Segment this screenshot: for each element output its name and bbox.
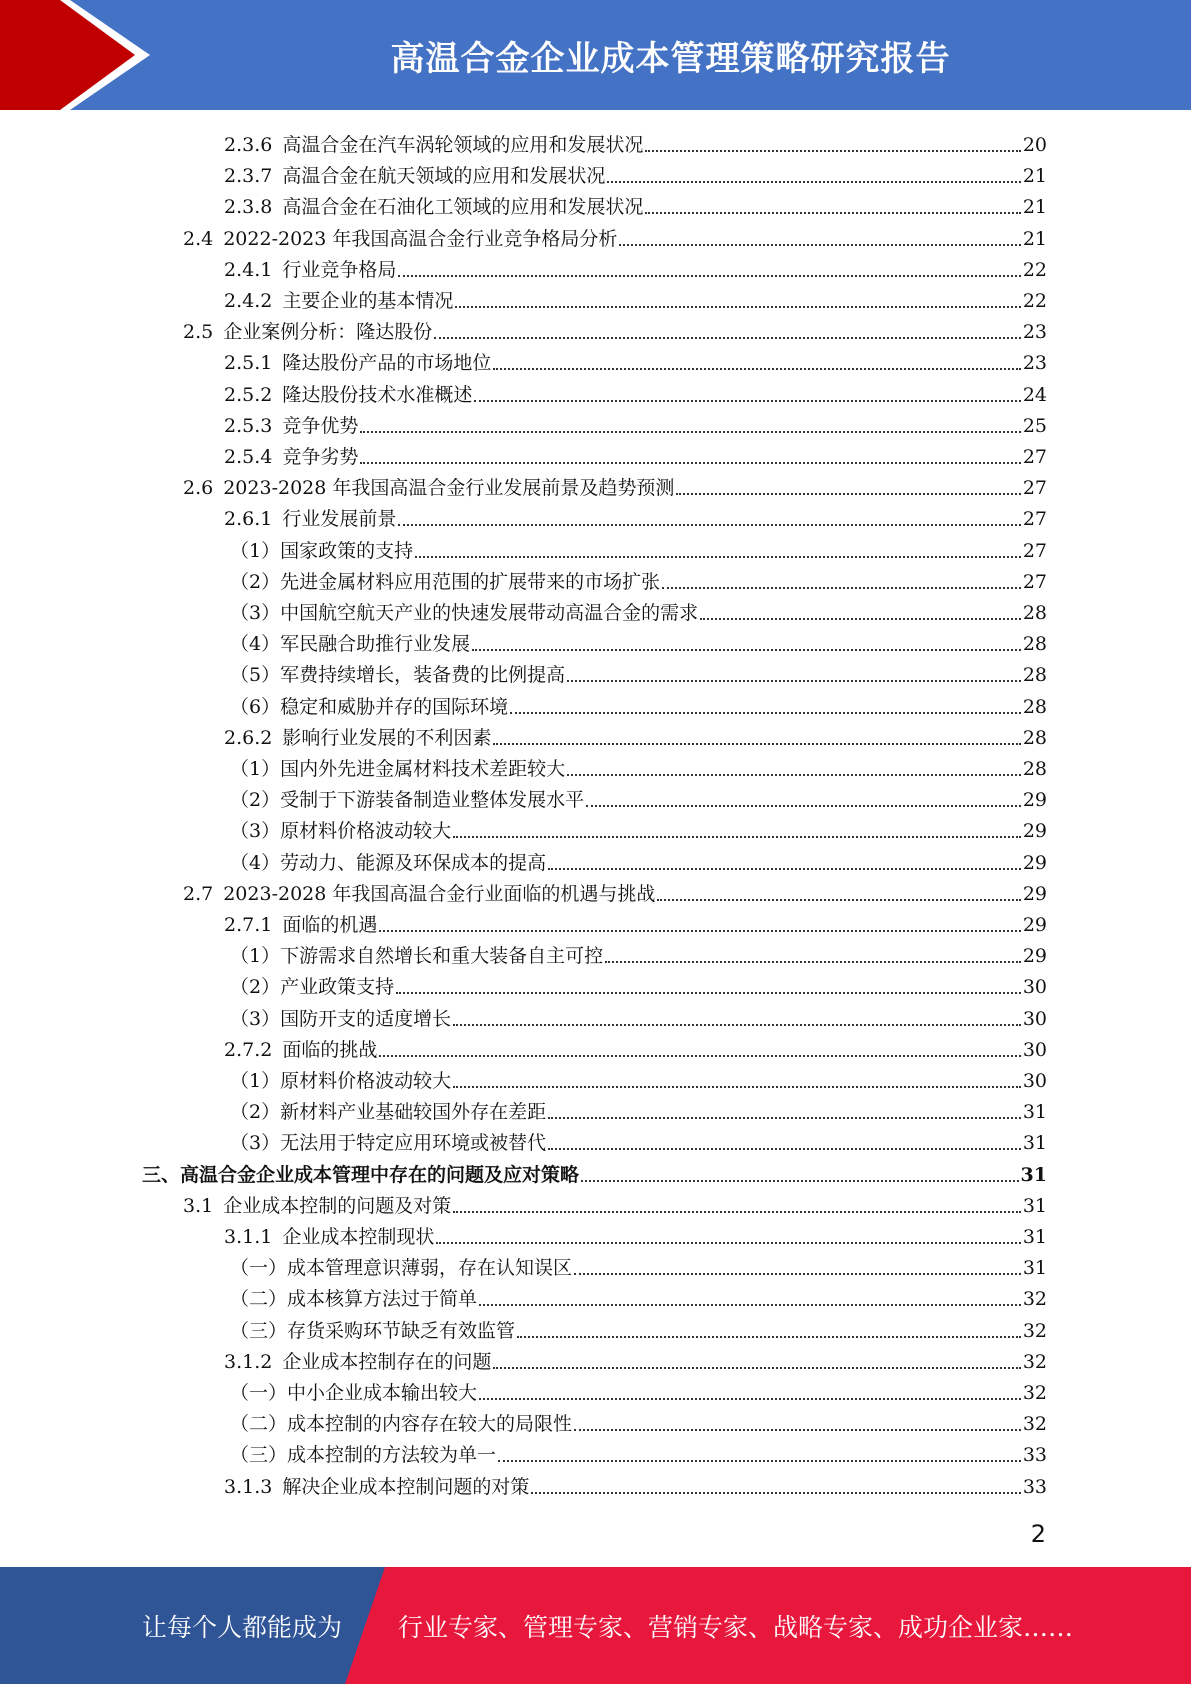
toc-entry-page: 28 [1022,633,1047,656]
toc-entry-page: 31 [1022,1257,1047,1280]
toc-entry[interactable] [224,408,1047,439]
toc-entry-number: 3.1 [183,1194,214,1217]
toc-entry[interactable] [224,345,1047,376]
toc-entry-page: 33 [1022,1475,1047,1498]
header-arrow-icon [0,0,160,110]
toc-entry-number: 2.5 [183,321,214,344]
toc-entry-title: 高温合金在航天领域的应用和发展状况 [282,165,606,188]
toc-leader-dots [657,899,1020,901]
toc-entry-title: 中国航空航天产业的快速发展带动高温合金的需求 [280,602,699,624]
toc-entry[interactable] [230,751,1047,782]
toc-entry-title: 军费持续增长，装备费的比例提高 [280,664,566,687]
toc-entry[interactable] [230,1437,1047,1468]
toc-entry-page: 29 [1022,945,1047,968]
toc-entry-page: 23 [1022,321,1047,344]
toc-entry[interactable] [224,439,1047,470]
toc-entry-title: 先进金属材料应用范围的扩展带来的市场扩张 [280,570,661,593]
toc-entry-number: 2.5.4 [224,446,273,468]
toc-leader-dots [662,587,1021,589]
toc-entry-number: （3） [230,1007,281,1030]
toc-entry-number: （2） [230,789,281,812]
toc-leader-dots [379,930,1020,932]
toc-entry-title: 成本核算方法过于简单 [287,1288,478,1311]
toc-entry[interactable] [224,1469,1047,1500]
toc-entry[interactable] [230,1313,1047,1344]
toc-entry[interactable] [224,1032,1047,1063]
toc-entry-title: 高温合金在汽车涡轮领域的应用和发展状况 [282,134,644,156]
toc-entry-title: 企业成本控制存在的问题 [282,1350,492,1373]
toc-entry-title: 行业竞争格局 [282,258,397,281]
toc-leader-dots [453,1024,1021,1026]
toc-entry-page: 30 [1022,1038,1047,1061]
toc-entry-number: 2.7 [183,882,214,905]
toc-entry-number: 2.5.1 [224,352,273,375]
toc-entry-number: （3） [230,1132,281,1155]
toc-entry-title: 主要企业的基本情况 [282,290,454,312]
toc-leader-dots [474,400,1020,402]
toc-leader-dots [645,212,1020,214]
toc-leader-dots [398,524,1020,526]
toc-leader-dots [396,992,1021,994]
toc-entry-page: 32 [1022,1319,1047,1342]
toc-entry-page: 32 [1022,1413,1047,1436]
toc-entry-page: 28 [1022,726,1047,749]
toc-entry-title: 存货采购环节缺乏有效监管 [287,1319,516,1342]
toc-entry-number: （4） [230,851,281,874]
toc-entry-number: 2.7.2 [224,1038,273,1061]
toc-entry-number: 2.3.6 [224,134,273,156]
toc-entry-page: 22 [1022,290,1047,312]
toc-entry-title: 面临的挑战 [282,1038,378,1061]
toc-entry-title: 面临的机遇 [282,914,378,936]
toc-entry-title: 原材料价格波动较大 [280,820,452,843]
toc-entry-number: （2） [230,570,281,593]
toc-entry-title: 2023-2028 年我国高温合金行业发展前景及趋势预测 [223,477,675,500]
toc-leader-dots [531,1492,1020,1494]
toc-entry-number: （2） [230,976,281,999]
toc-entry-page: 28 [1022,695,1047,718]
toc-entry-title: 企业成本控制的问题及对策 [223,1194,452,1217]
toc-entry-title: 高温合金在石油化工领域的应用和发展状况 [282,196,644,219]
toc-entry-title: 成本控制的内容存在较大的局限性 [287,1413,573,1436]
toc-leader-dots [493,743,1020,745]
toc-entry[interactable] [230,626,1047,657]
toc-entry[interactable] [230,1125,1047,1156]
toc-leader-dots [493,368,1020,370]
toc-leader-dots [453,836,1021,838]
toc-entry-page: 27 [1022,539,1047,562]
toc-entry-title: 下游需求自然增长和重大装备自主可控 [280,945,604,968]
toc-entry-page: 32 [1022,1382,1047,1404]
toc-leader-dots [436,1242,1020,1244]
toc-entry[interactable] [230,782,1047,813]
toc-entry-title: 企业案例分析：隆达股份 [223,321,433,344]
toc-leader-dots [360,431,1020,433]
toc-entry-title: 原材料价格波动较大 [280,1070,452,1092]
toc-entry-title: 产业政策支持 [280,976,395,999]
toc-entry[interactable] [230,969,1047,1000]
toc-entry-number: （3） [230,820,281,843]
toc-leader-dots [434,337,1021,339]
toc-entry[interactable] [230,938,1047,969]
toc-leader-dots [479,1398,1021,1400]
toc-entry[interactable] [230,1094,1047,1125]
toc-entry-title: 稳定和威胁并存的国际环境 [280,695,509,718]
toc-entry-page: 28 [1022,602,1047,624]
toc-entry[interactable] [230,813,1047,844]
toc-entry-number: 2.4.2 [224,290,273,312]
toc-leader-dots [453,1086,1021,1088]
toc-entry[interactable] [230,1063,1047,1094]
toc-entry-number: （二） [230,1413,288,1436]
toc-entry-title: 无法用于特定应用环境或被替代 [280,1132,547,1155]
toc-entry-number: 2.4 [183,227,214,250]
toc-leader-dots [472,649,1021,651]
toc-entry-number: （三） [230,1444,288,1467]
toc-entry-title: 新材料产业基础较国外存在差距 [280,1101,547,1124]
toc-entry-page: 29 [1022,851,1047,874]
toc-entry[interactable] [224,377,1047,408]
toc-leader-dots [455,306,1020,308]
toc-entry-title: 国家政策的支持 [280,539,414,562]
toc-entry-page: 29 [1022,820,1047,843]
toc-entry-title: 行业发展前景 [282,508,397,531]
toc-leader-dots [548,1148,1021,1150]
toc-leader-dots [548,1117,1021,1119]
toc-entry-number: （1） [230,1070,281,1092]
toc-entry-page: 20 [1022,134,1047,156]
toc-entry-number: 2.7.1 [224,914,273,936]
toc-leader-dots [567,774,1021,776]
toc-entry-title: 成本控制的方法较为单一 [287,1444,497,1467]
toc-entry-number: （5） [230,664,281,687]
toc-entry-title: 成本管理意识薄弱，存在认知误区 [287,1257,573,1280]
toc-leader-dots [567,680,1021,682]
toc-entry[interactable] [230,533,1047,564]
toc-entry-title: 劳动力、能源及环保成本的提高 [280,851,547,874]
toc-entry[interactable] [230,845,1047,876]
toc-entry[interactable] [224,907,1047,938]
toc-entry-page: 33 [1022,1444,1047,1467]
toc-entry-page: 27 [1022,508,1047,531]
toc-leader-dots [498,1460,1021,1462]
toc-leader-dots [574,1429,1021,1431]
toc-leader-dots [645,150,1020,152]
toc-entry-page: 28 [1022,664,1047,687]
toc-entry[interactable] [224,501,1047,532]
toc-leader-dots [453,1211,1021,1213]
toc-entry[interactable] [224,283,1047,314]
toc-leader-dots [510,712,1021,714]
toc-entry[interactable] [224,127,1047,158]
report-title: 高温合金企业成本管理策略研究报告 [390,38,951,79]
toc-entry-number: （一） [230,1257,288,1280]
toc-leader-dots [574,1273,1021,1275]
toc-entry[interactable] [224,1219,1047,1250]
toc-entry-number: （6） [230,695,281,718]
toc-entry-page: 29 [1022,882,1047,905]
toc-entry-page: 27 [1022,570,1047,593]
toc-entry-page: 27 [1022,446,1047,468]
toc-entry-number: 2.5.3 [224,414,273,437]
toc-entry-page: 31 [1022,1226,1047,1248]
toc-entry-page: 29 [1022,914,1047,936]
toc-entry[interactable] [224,189,1047,220]
toc-leader-dots [605,961,1021,963]
toc-entry-title: 竞争劣势 [282,446,359,468]
toc-entry-page: 31 [1020,1163,1047,1186]
toc-entry-number: （二） [230,1288,288,1311]
toc-entry[interactable] [224,158,1047,189]
toc-entry-page: 31 [1022,1132,1047,1155]
toc-entry[interactable] [230,1406,1047,1437]
toc-entry-title: 企业成本控制现状 [282,1226,435,1248]
toc-entry-title: 受制于下游装备制造业整体发展水平 [280,789,585,812]
footer-slogan-right: 行业专家、管理专家、营销专家、战略专家、成功企业家…… [398,1612,1074,1642]
toc-entry-number: （1） [230,758,281,780]
toc-entry-number: （1） [230,539,281,562]
toc-entry[interactable] [142,1157,1047,1188]
toc-entry[interactable] [183,470,1047,501]
toc-entry-number: （4） [230,633,281,656]
toc-entry[interactable] [230,689,1047,720]
toc-entry-page: 21 [1022,165,1047,188]
toc-entry-number: （一） [230,1382,288,1404]
toc-entry[interactable] [224,1344,1047,1375]
toc-entry-page: 22 [1022,258,1047,281]
toc-entry-title: 2023-2028 年我国高温合金行业面临的机遇与挑战 [223,882,656,905]
toc-entry-title: 解决企业成本控制问题的对策 [282,1475,530,1498]
toc-entry-title: 竞争优势 [282,414,359,437]
toc-entry-number: （1） [230,945,281,968]
toc-leader-dots [548,868,1021,870]
toc-entry-number: 2.3.8 [224,196,273,219]
toc-entry-number: 2.6.1 [224,508,273,531]
toc-entry-title: 2022-2023 年我国高温合金行业竞争格局分析 [223,227,618,250]
toc-leader-dots [586,805,1021,807]
toc-entry-page: 32 [1022,1350,1047,1373]
toc-entry[interactable] [183,314,1047,345]
toc-entry-page: 28 [1022,758,1047,780]
toc-entry[interactable] [230,1375,1047,1406]
toc-leader-dots [379,1055,1020,1057]
toc-entry-page: 23 [1022,352,1047,375]
toc-entry-number: 2.6.2 [224,726,273,749]
toc-entry[interactable] [230,564,1047,595]
footer-slogan-left: 让每个人都能成为 [142,1612,343,1642]
toc-leader-dots [360,462,1020,464]
toc-entry-title: 国内外先进金属材料技术差距较大 [280,758,566,780]
toc-entry-page: 21 [1022,196,1047,219]
toc-entry-page: 31 [1022,1101,1047,1124]
toc-leader-dots [607,181,1020,183]
toc-leader-dots [479,1304,1021,1306]
toc-entry-page: 30 [1022,976,1047,999]
toc-entry[interactable] [224,252,1047,283]
toc-entry-page: 27 [1022,477,1047,500]
toc-entry[interactable] [224,720,1047,751]
toc-entry-title: 军民融合助推行业发展 [280,633,471,656]
toc-leader-dots [493,1367,1020,1369]
page-footer [0,1567,1191,1684]
toc-entry[interactable] [230,657,1047,688]
toc-entry-page: 29 [1022,789,1047,812]
toc-entry-title: 国防开支的适度增长 [280,1007,452,1030]
toc-entry-title: 中小企业成本输出较大 [287,1382,478,1404]
toc-entry[interactable] [230,1250,1047,1281]
toc-entry-number: 3.1.2 [224,1350,273,1373]
toc-entry-title: 隆达股份产品的市场地位 [282,352,492,375]
toc-leader-dots [700,618,1021,620]
toc-entry-number: 2.5.2 [224,383,273,406]
toc-leader-dots [517,1336,1021,1338]
toc-entry-number: 2.3.7 [224,165,273,188]
page-header [0,0,1191,110]
toc-leader-dots [581,1180,1019,1182]
toc-entry-number: （2） [230,1101,281,1124]
toc-entry[interactable] [183,876,1047,907]
toc-entry-page: 25 [1022,414,1047,437]
toc-entry-number: 三、 [142,1163,181,1186]
toc-entry-number: 2.6 [183,477,214,500]
toc-entry-page: 31 [1022,1194,1047,1217]
toc-entry-page: 24 [1022,383,1047,406]
toc-entry-number: 3.1.3 [224,1475,273,1498]
toc-entry-title: 影响行业发展的不利因素 [282,726,492,749]
toc-leader-dots [415,556,1021,558]
toc-entry-page: 32 [1022,1288,1047,1311]
toc-leader-dots [676,493,1020,495]
toc-entry-title: 高温合金企业成本管理中存在的问题及应对策略 [180,1163,580,1186]
toc-entry[interactable] [183,1188,1047,1219]
toc-entry-page: 30 [1022,1007,1047,1030]
toc-leader-dots [619,244,1020,246]
toc-entry[interactable] [230,1281,1047,1312]
toc-entry[interactable] [183,221,1047,252]
toc-entry-page: 30 [1022,1070,1047,1092]
toc-entry-number: （三） [230,1319,288,1342]
toc-entry-page: 21 [1022,227,1047,250]
page-number: 2 [1030,1520,1046,1548]
toc-entry[interactable] [230,1001,1047,1032]
toc-entry[interactable] [230,595,1047,626]
toc-entry-number: （3） [230,602,281,624]
toc-entry-title: 隆达股份技术水准概述 [282,383,473,406]
toc-entry-number: 2.4.1 [224,258,273,281]
toc-leader-dots [398,275,1020,277]
toc-entry-number: 3.1.1 [224,1226,273,1248]
